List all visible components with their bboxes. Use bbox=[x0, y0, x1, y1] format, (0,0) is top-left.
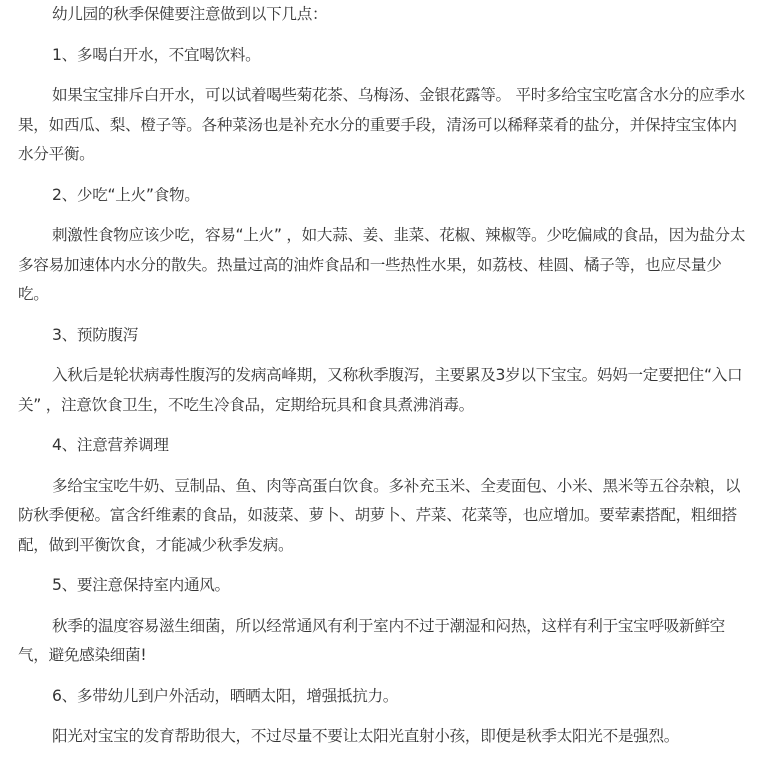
paragraph-prevent-diarrhea: 入秋后是轮状病毒性腹泻的发病高峰期，又称秋季腹泻，主要累及3岁以下宝宝。妈妈一定要把住“入口关” ，注意饮食卫生，不吃生冷食品，定期给玩具和食具煮沸消毒。 bbox=[18, 366, 743, 414]
intro-paragraph: 幼儿园的秋季保健要注意做到以下几点： bbox=[52, 5, 328, 23]
paragraph-drink-water: 如果宝宝排斥白开水，可以试着喝些菊花茶、乌梅汤、金银花露等。 平时多给宝宝吃富含水分的应季水果，如西瓜、梨、橙子等。各种菜汤也是补充水分的重要手段，清汤可以稀释菜肴的盐分，并保持宝宝体内水分平衡。 bbox=[18, 86, 745, 163]
paragraph-avoid-heaty-food: 刺激性食物应该少吃，容易“上火” ，如大蒜、姜、韭菜、花椒、辣椒等。少吃偏咸的食品，因为盐分太多容易加速体内水分的散失。热量过高的油炸食品和一些热性水果，如荔枝、桂圆、橘子等，也应尽量少吃。 bbox=[18, 226, 746, 303]
heading-2-avoid-heaty-food: 2、少吃“上火”食物。 bbox=[52, 185, 200, 204]
heading-6-outdoor-activity: 6、多带幼儿到户外活动，晒晒太阳，增强抵抗力。 bbox=[52, 686, 399, 705]
heading-1-drink-water: 1、多喝白开水，不宜喝饮料。 bbox=[52, 45, 261, 64]
heading-4-nutrition: 4、注意营养调理 bbox=[52, 436, 169, 454]
heading-3-prevent-diarrhea: 3、预防腹泻 bbox=[52, 325, 139, 344]
heading-5-ventilation: 5、要注意保持室内通风。 bbox=[52, 576, 230, 594]
paragraph-nutrition: 多给宝宝吃牛奶、豆制品、鱼、肉等高蛋白饮食。多补充玉米、全麦面包、小米、黑米等五谷杂粮，以防秋季便秘。富含纤维素的食品，如菠菜、萝卜、胡萝卜、芹菜、花菜等，也应增加。要荤素搭配，粗细搭配，做到平衡饮食，才能减少秋季发病。 bbox=[18, 476, 741, 554]
paragraph-ventilation: 秋季的温度容易滋生细菌，所以经常通风有利于室内不过于潮湿和闷热，这样有利于宝宝呼吸新鲜空气，避免感染细菌! bbox=[18, 616, 725, 664]
paragraph-outdoor-activity: 阳光对宝宝的发育帮助很大，不过尽量不要让太阳光直射小孩，即便是秋季太阳光不是强烈。 bbox=[52, 727, 680, 745]
